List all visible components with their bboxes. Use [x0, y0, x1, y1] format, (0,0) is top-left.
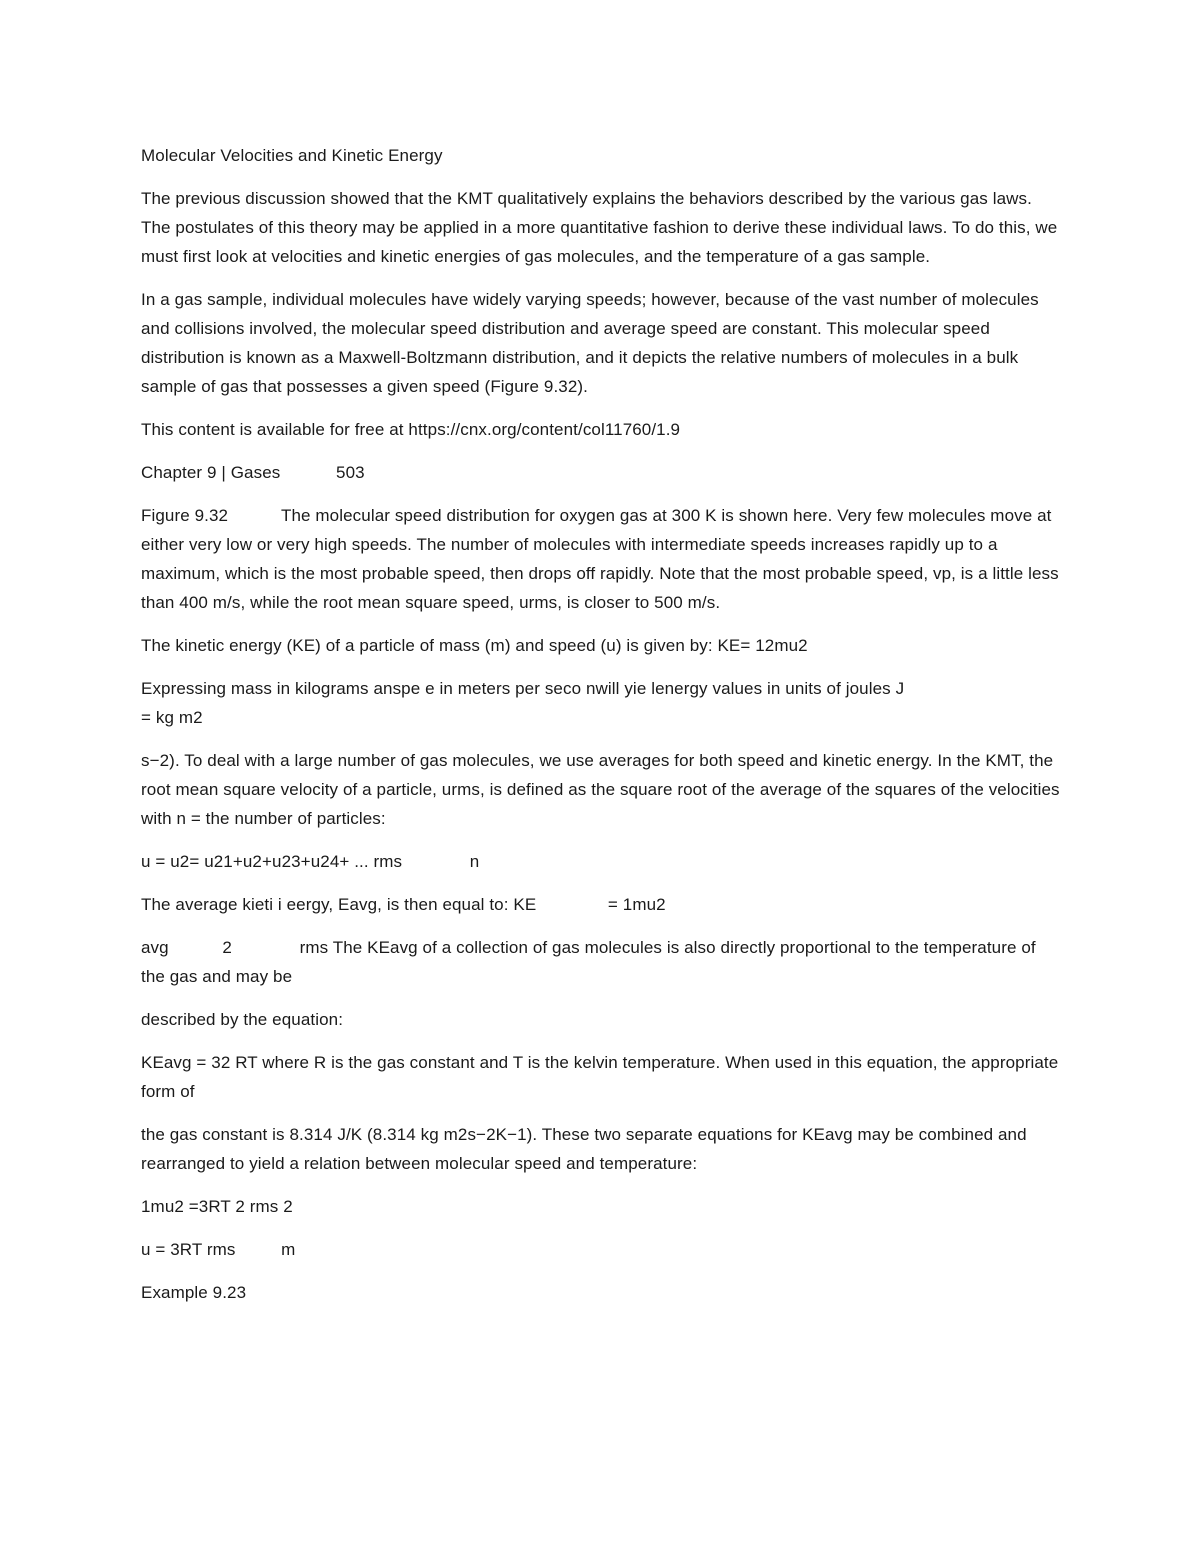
paragraph-rms-definition: s−2). To deal with a large number of gas molecules, we use averages for both speed and kinetic energy. In the KMT, the root mean square velocity of a particle, urms, is defined as the square root of the average of the squares of the velocities with n = the number of particles: [141, 751, 1060, 828]
source-note: This content is available for free at https://cnx.org/content/col11760/1.9 [141, 420, 681, 439]
figure-label: Figure 9.32 [141, 506, 229, 525]
rms-equation [141, 847, 1061, 876]
chapter-header [141, 458, 1061, 487]
figure-caption: The molecular speed distribution for oxygen gas at 300 K is shown here. Very few molecules move at either very low or very high speeds. The number of molecules with intermediate speeds increases rapidly up to a maximum, which is the most probable speed, then drops off rapidly. Note that the most probable speed, vp, is a little less than 400 m/s, while the root mean square speed, urms, is closer to 500 m/s. [141, 506, 1059, 612]
average-ke-left: The average kieti i eergy, Eavg, is then equal to: KE [141, 895, 537, 914]
keavg-proportional-paragraph [141, 933, 1061, 991]
paragraph-speed-distribution: In a gas sample, individual molecules have widely varying speeds; however, because of the vast number of molecules and collisions involved, the molecular speed distribution and average speed are constant. This molecular speed distribution is known as a Maxwell-Boltzmann distribution, and it depicts the relative numbers of molecules in a bulk sample of gas that possesses a given speed (Figure 9.32). [141, 290, 1039, 396]
kinetic-energy-formula-line: The kinetic energy (KE) of a particle of mass (m) and speed (u) is given by: KE= 12mu2 [141, 636, 808, 655]
gas-constant-paragraph: the gas constant is 8.314 J/K (8.314 kg m2s−2K−1). These two separate equations for KEavg may be combined and rearranged to yield a relation between molecular speed and temperature: [141, 1125, 1027, 1173]
rms-equation-denominator: n [469, 852, 480, 871]
rms-equation-left: u = u2= u21+u2+u23+u24+ ... rms [141, 852, 403, 871]
paragraph-kmt-intro: The previous discussion showed that the KMT qualitatively explains the behaviors described by the various gas laws. The postulates of this theory may be applied in a more quantitative fashion to derive these individual laws. To do this, we must first look at velocities and kinetic energies of gas molecules, and the temperature of a gas sample. [141, 189, 1058, 266]
average-ke-right: = 1mu2 [607, 895, 666, 914]
example-label: Example 9.23 [141, 1283, 247, 1302]
section-title: Molecular Velocities and Kinetic Energy [141, 146, 443, 165]
urms-equation [141, 1235, 1061, 1264]
average-ke-line [141, 890, 1061, 919]
document-body [141, 141, 1061, 1321]
keavg-rt-paragraph: KEavg = 32 RT where R is the gas constant and T is the kelvin temperature. When used in this equation, the appropriate form of [141, 1053, 1059, 1101]
urms-equation-left: u = 3RT rms [141, 1240, 236, 1259]
urms-equation-denominator: m [281, 1240, 296, 1259]
chapter-label: Chapter 9 | Gases [141, 463, 281, 482]
page-number: 503 [336, 463, 365, 482]
avg-fraction-denominator: 2 [222, 938, 232, 957]
joules-line-a: Expressing mass in kilograms anspe e in meters per seco nwill yie lenergy values in units of joules J [141, 679, 905, 698]
described-by-equation: described by the equation: [141, 1010, 344, 1029]
keavg-proportional-text: rms The KEavg of a collection of gas molecules is also directly proportional to the temperature of the gas and may be [141, 938, 1036, 986]
joules-line-b: = kg m2 [141, 708, 203, 727]
combined-equation: 1mu2 =3RT 2 rms 2 [141, 1197, 293, 1216]
avg-subscript: avg [141, 938, 169, 957]
joules-paragraph [141, 674, 1061, 732]
figure-caption-block [141, 501, 1061, 617]
